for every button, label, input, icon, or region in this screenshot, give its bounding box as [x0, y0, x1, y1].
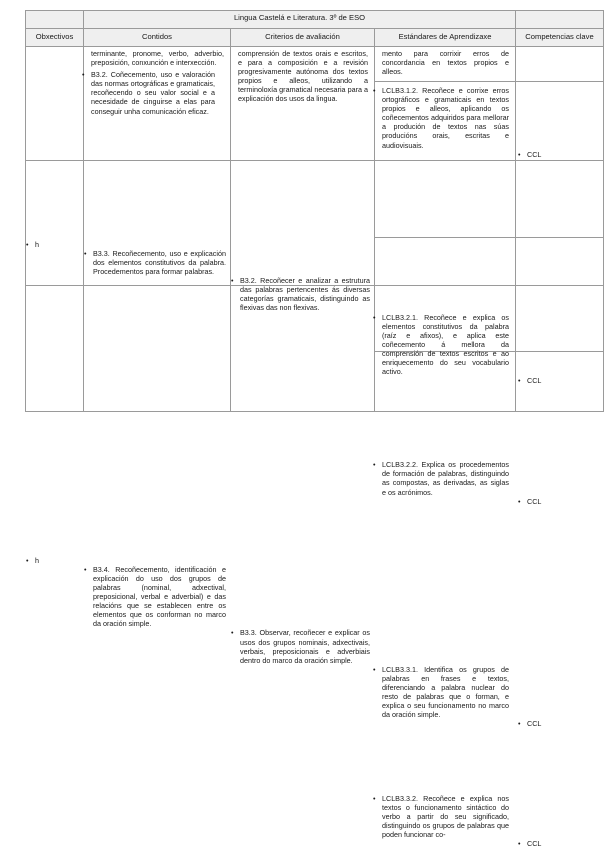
- header-contents: Contidos: [142, 32, 172, 41]
- standard-rule: [374, 237, 604, 238]
- standard-cell: • LCLB3.2.2. Explica os procedementos de formación de palabras, distinguindo as compostas, as derivadas, as siglas e os acrónimos.: [373, 460, 509, 496]
- content-item: • B3.2. Coñecemento, uso e valoración das normas ortográficas e gramaticais, recoñecendo o seu valor social e a necesidade de cinguirse a elas para conseguir unha comunicación eficaz.: [82, 70, 215, 115]
- table-border-right: [603, 10, 604, 412]
- standard-cell: • LCLB3.3.1. Identifica os grupos de palabras en frases e textos, diferenciando a palabra nuclear do resto de palabras que o forman, e explica o seu funcionamento no marco da oración simple.: [373, 665, 509, 720]
- header-competences: Competencias clave: [525, 32, 594, 41]
- table-title: Lingua Castelá e Literatura. 3º de ESO: [233, 13, 366, 22]
- criteria-cell: • B3.3. Observar, recoñecer e explicar os usos dos grupos nominais, adxectivais, verbais, preposicionais e adverbiais dentro do marco da oración simple.: [231, 628, 370, 664]
- standard-rule: [374, 81, 604, 82]
- objective-cell: • h: [26, 556, 75, 565]
- criteria-cell: • B3.2. Recoñecer e analizar a estrutura das palabras pertencentes ás diversas categorías gramaticais, distinguindo as flexivas das non flexivas.: [231, 276, 370, 312]
- competence-cell: • CCL: [518, 719, 597, 728]
- content-text: terminante, pronome, verbo, adverbio, preposición, conxunción e interxección.: [91, 49, 224, 68]
- contents-cell: [91, 49, 224, 116]
- objective-cell: • h: [26, 240, 75, 249]
- header-criteria: Criterios de avaliación: [265, 32, 340, 41]
- table-rule: [25, 46, 604, 47]
- header-standards: Estándares de Aprendizaxe: [398, 32, 492, 41]
- standard-cell: • LCLB3.3.2. Recoñece e explica nos textos o funcionamento sintáctico do verbo a partir do seu significado, distinguindo os grupos de palabras que poden funcionar co-: [373, 794, 509, 839]
- column-rule: [230, 28, 231, 412]
- competence-cell: • CCL: [518, 497, 597, 506]
- table-border-left: [25, 10, 26, 412]
- criteria-cell: comprensión de textos orais e escritos, e para a composición e a revisión progresivamente autónoma dos textos propios e alleos, utilizando a terminoloxía gramatical necesaria para a explicación dos usos da lingua.: [238, 49, 368, 104]
- content-item: • B3.3. Recoñecemento, uso e explicación dos elementos constitutivos da palabra. Procedementos para formar palabras.: [84, 249, 226, 276]
- content-item: • B3.4. Recoñecemento, identificación e explicación do uso dos grupos de palabras (nominal, adxectival, preposicional, verbal e adverbial) e das relacións que se establecen entre os elementos que os conforman no marco da oración simple.: [84, 565, 226, 629]
- competence-cell: • CCL: [518, 150, 597, 159]
- standard-cell: • LCLB3.2.1. Recoñece e explica os elementos constitutivos da palabra (raíz e afixos), e aplica este coñecemento á mellora da comprensión de textos escritos e ao enriquecemento do seu vocabulario activo.: [373, 313, 509, 377]
- competence-cell: • CCL: [518, 376, 597, 385]
- header-objectives: Obxectivos: [35, 32, 74, 41]
- standard-cell: mento para corrixir erros de concordancia en textos propios e alleos.: [382, 49, 509, 77]
- table-rule: [25, 28, 604, 29]
- competence-cell: • CCL: [518, 839, 597, 848]
- standard-cell: • LCLB3.1.2. Recoñece e corrixe erros ortográficos e gramaticais en textos propios e alleos, aplicando os coñecementos adquiridos para mellorar a produción de textos nas súas producións orais, escritas e audiovisuais.: [373, 86, 509, 150]
- table-border-bottom: [25, 411, 604, 412]
- table-rule: [25, 160, 604, 161]
- column-rule: [515, 10, 516, 412]
- table-border-top: [25, 10, 604, 11]
